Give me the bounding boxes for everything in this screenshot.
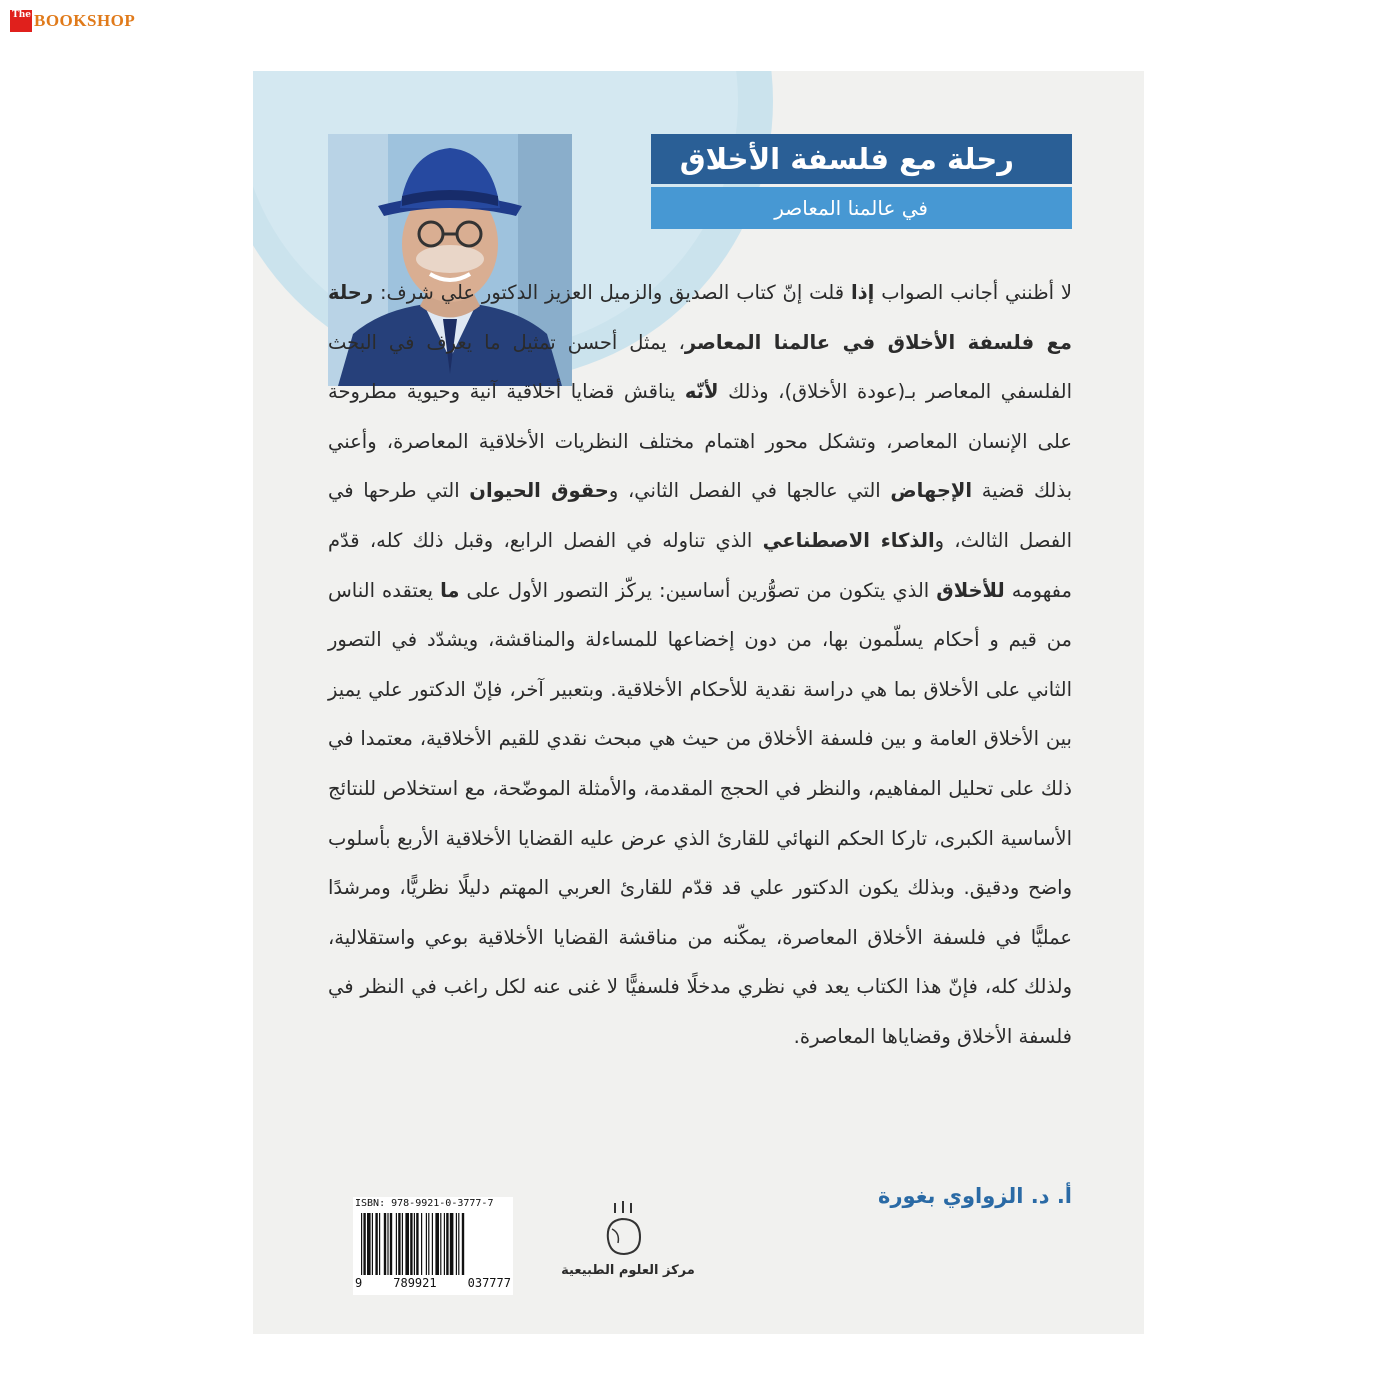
blurb-bold-run: إذا (850, 281, 875, 304)
blurb-bold-run: الإجهاض (890, 479, 973, 503)
publisher-name: مركز العلوم الطبيعية (561, 1263, 695, 1278)
blurb-bold-run: للأخلاق (936, 578, 1005, 602)
barcode-bar (410, 1213, 412, 1275)
barcode-bar (387, 1213, 388, 1275)
blurb-bold-run: حقوق الحيوان (469, 479, 609, 503)
barcode-bar (416, 1213, 418, 1275)
blurb-run: لا أظنني أجانب الصواب (874, 281, 1072, 304)
barcode-bar (450, 1213, 454, 1275)
publisher-logo (548, 1199, 708, 1284)
barcode-bar (456, 1213, 457, 1275)
blurb-run: ، يمثل أحسن تمثيل ما يعرف في البحث الفلسفي المعاصر بـ(عودة الأخلاق)، وذلك (328, 330, 1072, 404)
blurb-bold-run: رحلة مع فلسفة الأخلاق في عالمنا المعاصر (328, 281, 1073, 354)
barcode-bar (367, 1213, 371, 1275)
barcode-bar (363, 1213, 365, 1275)
barcode-bar (446, 1213, 448, 1275)
blurb-run: التي عالجها في الفصل الثاني، و (608, 479, 891, 503)
blurb-bold-run: ما (440, 578, 460, 602)
book-back-cover (253, 71, 1144, 1334)
barcode-bar (432, 1213, 433, 1275)
barcode-bar (462, 1213, 464, 1275)
blurb-run: الذي تناوله في الفصل الرابع، وقبل ذلك كله، قدّم مفهومه (328, 528, 1072, 602)
logo-the: The (10, 10, 32, 32)
barcode-bar (379, 1213, 380, 1275)
barcode-bar (458, 1213, 459, 1275)
barcode-bar (405, 1213, 409, 1275)
barcode-bar (435, 1213, 439, 1275)
blurb-run: الذي يتكون من تصوُّرين أساسين: يركّز التصور الأول على (459, 578, 937, 602)
blurb-author: أ. د. الزواوي بغورة (878, 1184, 1072, 1208)
publisher-mark-icon (598, 1199, 648, 1259)
barcode-digit-group: 9 (355, 1276, 363, 1290)
barcode-digit-group: 037777 (467, 1276, 511, 1290)
barcode-bar (398, 1213, 400, 1275)
isbn-barcode (353, 1197, 513, 1295)
blurb-run: يناقش قضايا أخلاقية آنية وحيوية مطروحة على الإنسان المعاصر، وتشكل محور اهتمام مختلف النظريات الأخلاقية المعاصرة، وأعني بذلك قضية (328, 380, 1072, 503)
barcode-digit-group: 789921 (393, 1276, 437, 1290)
barcode-digits (353, 1276, 513, 1290)
barcode-bar (396, 1213, 397, 1275)
blurb-run: قلت إنّ كتاب الصديق والزميل العزيز الدكتور علي شرف: (373, 281, 851, 304)
barcode-bar (375, 1213, 377, 1275)
barcode-bar (384, 1213, 386, 1275)
blurb-run: التي طرحها في الفصل الثالث، و (328, 479, 1072, 552)
barcode-bar (402, 1213, 403, 1275)
barcode-bar (361, 1213, 362, 1275)
barcode-bar (440, 1213, 441, 1275)
book-title: رحلة مع فلسفة الأخلاق (651, 134, 1072, 184)
barcode-bar (390, 1213, 392, 1275)
barcode-bar (414, 1213, 415, 1275)
blurb-bold-run: الذكاء الاصطناعي (762, 528, 935, 552)
isbn-label: ISBN: 978-9921-0-3777-7 (355, 1198, 494, 1209)
book-subtitle: في عالمنا المعاصر (651, 187, 1072, 229)
blurb-text (328, 268, 1072, 1062)
logo-bookshop: BOOKSHOP (34, 11, 136, 30)
bookshop-logo (10, 10, 135, 32)
barcode-bar (426, 1213, 427, 1275)
blurb-run: يعتقده الناس من قيم و أحكام يسلّمون بها، من دون إخضاعها للمساءلة والمناقشة، ويشدّد في التصور الثاني على الأخلاق بما هي دراسة نقدية للأحكام الأخلاقية. وبتعبير آخر، فإنّ الدكتور علي يميز بين الأخلاق العامة و بين فلسفة الأخلاق من حيث هي مبحث نقدي للقيم الأخلاقية، معتمدا في ذلك على تحليل المفاهيم، والنظر في الحجج المقدمة، والأمثلة الموضّحة، مع استخلاص للنتائج الأساسية الكبرى، تاركا الحكم النهائي للقارئ الذي عرض عليه القضايا الأخلاقية الأربع بأسلوب واضح ودقيق. وبذلك يكون الدكتور علي قد قدّم للقارئ العربي المهتم دليلًا نظريًّا، ومرشدًا عمليًّا في فلسفة الأخلاق المعاصرة، يمكّنه من مناقشة القضايا الأخلاقية بوعي واستقلالية، ولذلك كله، فإنّ هذا الكتاب يعد في نظري مدخلًا فلسفيًّا لا غنى عنه لكل راغب في النظر في فلسفة الأخلاق وقضاياها المعاصرة. (328, 578, 1072, 1048)
barcode-bar (428, 1213, 429, 1275)
blurb-bold-run: لأنّه (684, 380, 719, 404)
barcode-bar (372, 1213, 373, 1275)
barcode-icon (359, 1213, 507, 1275)
barcode-bar (444, 1213, 445, 1275)
barcode-bar (421, 1213, 422, 1275)
